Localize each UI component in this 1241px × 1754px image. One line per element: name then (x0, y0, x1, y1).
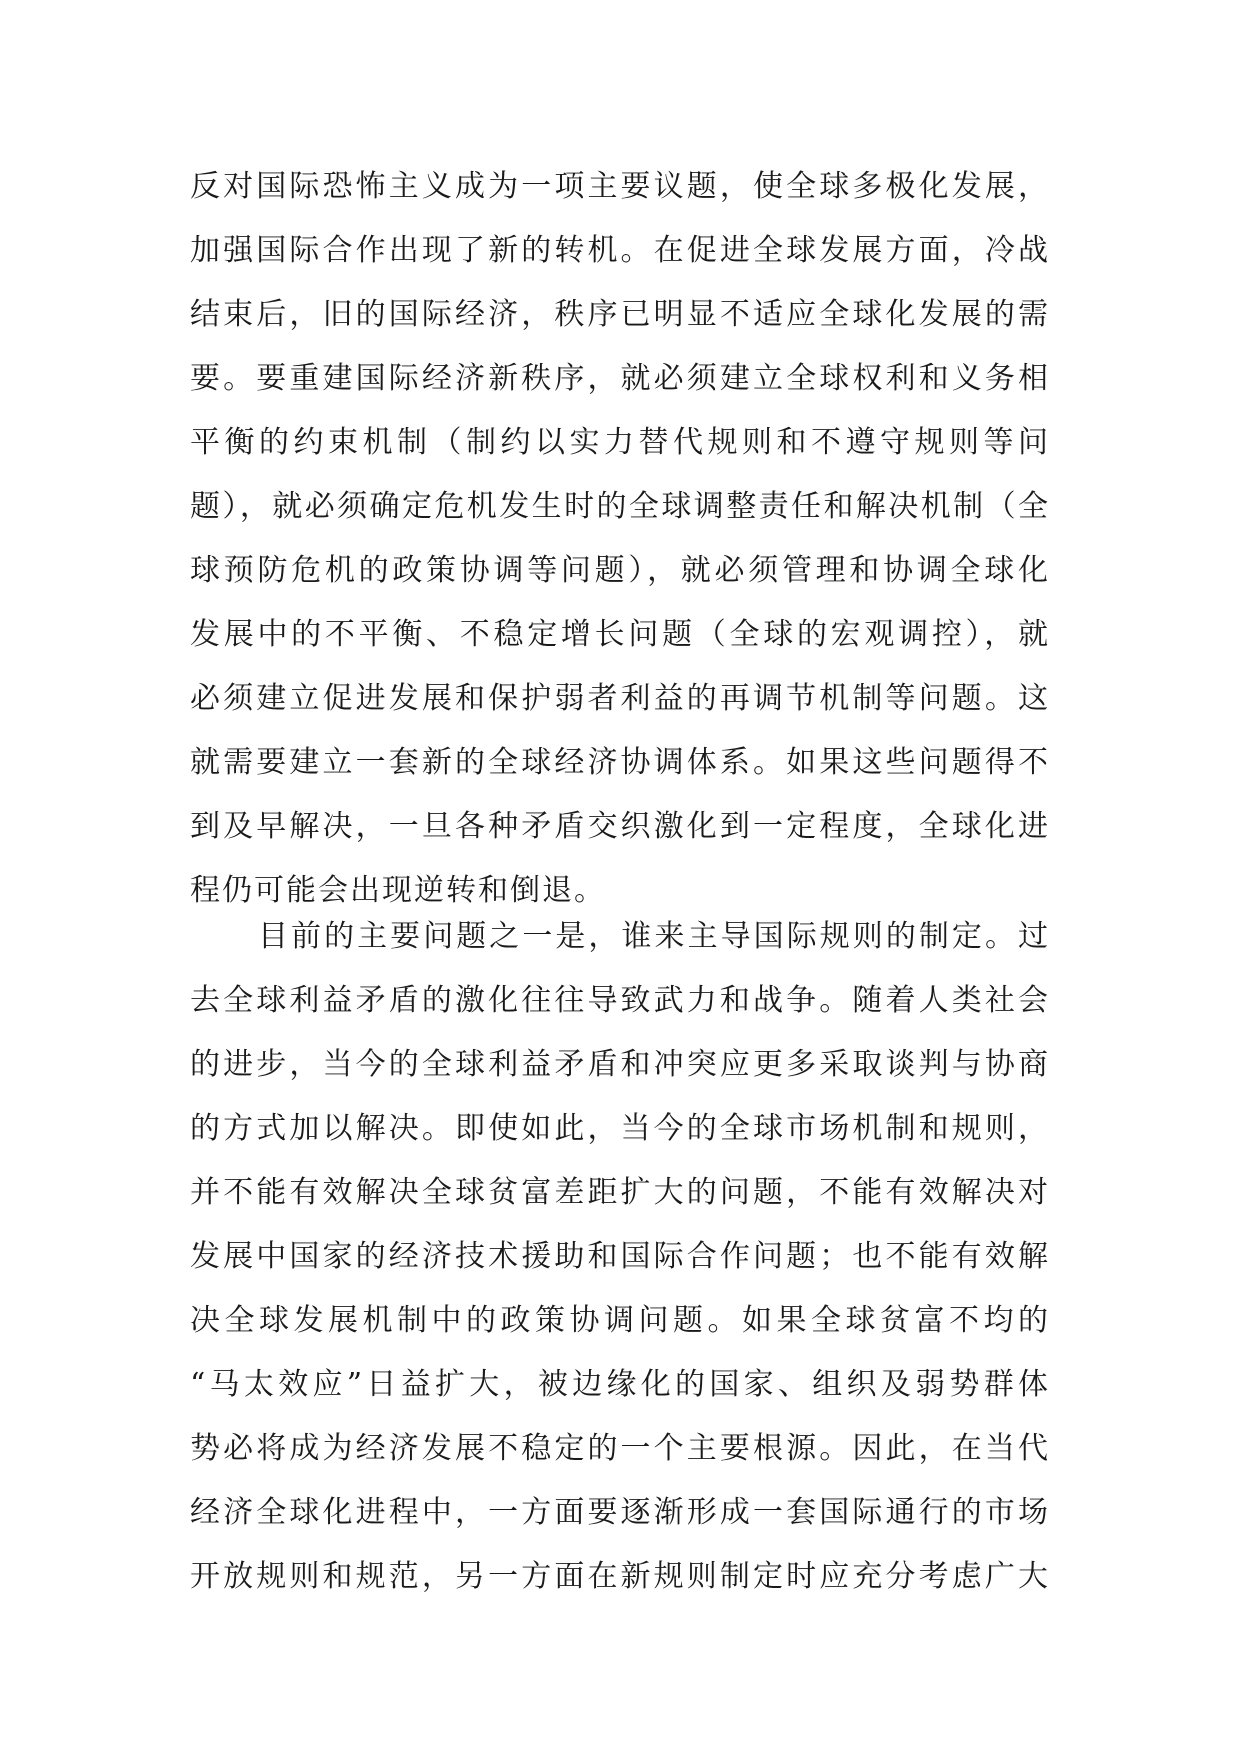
text-line: 经济全球化进程中，一方面要逐渐形成一套国际通行的市场 (190, 1495, 1050, 1530)
text-line: 必须建立促进发展和保护弱者利益的再调节机制等问题。这 (190, 681, 1050, 716)
text-line: 反对国际恐怖主义成为一项主要议题，使全球多极化发展， (190, 169, 1050, 204)
paragraph-2 (190, 905, 1050, 1609)
paragraph-1 (190, 155, 1050, 923)
text-line: 题），就必须确定危机发生时的全球调整责任和解决机制（全 (190, 489, 1050, 524)
text-line: 的进步，当今的全球利益矛盾和冲突应更多采取谈判与协商 (190, 1047, 1050, 1082)
text-line: 发展中国家的经济技术援助和国际合作问题；也不能有效解 (190, 1239, 1050, 1274)
text-line: 势必将成为经济发展不稳定的一个主要根源。因此，在当代 (190, 1431, 1050, 1466)
text-line: 到及早解决，一旦各种矛盾交织激化到一定程度，全球化进 (190, 809, 1050, 844)
text-line: 就需要建立一套新的全球经济协调体系。如果这些问题得不 (190, 745, 1050, 780)
text-line: 的方式加以解决。即使如此，当今的全球市场机制和规则， (190, 1111, 1050, 1146)
text-line: 决全球发展机制中的政策协调问题。如果全球贫富不均的 (190, 1303, 1050, 1338)
text-line: 去全球利益矛盾的激化往往导致武力和战争。随着人类社会 (190, 983, 1050, 1018)
text-line: 并不能有效解决全球贫富差距扩大的问题，不能有效解决对 (190, 1175, 1050, 1210)
text-line: 加强国际合作出现了新的转机。在促进全球发展方面，冷战 (190, 233, 1050, 268)
text-line: 球预防危机的政策协调等问题），就必须管理和协调全球化 (190, 553, 1050, 588)
text-line: 平衡的约束机制（制约以实力替代规则和不遵守规则等问 (190, 425, 1050, 460)
text-line: 要。要重建国际经济新秩序，就必须建立全球权利和义务相 (190, 361, 1050, 396)
text-line: 结束后，旧的国际经济，秩序已明显不适应全球化发展的需 (190, 297, 1050, 332)
text-line: 开放规则和规范，另一方面在新规则制定时应充分考虑广大 (190, 1559, 1050, 1594)
text-line: 程仍可能会出现逆转和倒退。 (190, 873, 606, 908)
text-line: 发展中的不平衡、不稳定增长问题（全球的宏观调控），就 (190, 617, 1050, 652)
text-line: “马太效应”日益扩大，被边缘化的国家、组织及弱势群体 (190, 1367, 1050, 1402)
text-line: 目前的主要问题之一是，谁来主导国际规则的制定。过 (258, 919, 1050, 954)
